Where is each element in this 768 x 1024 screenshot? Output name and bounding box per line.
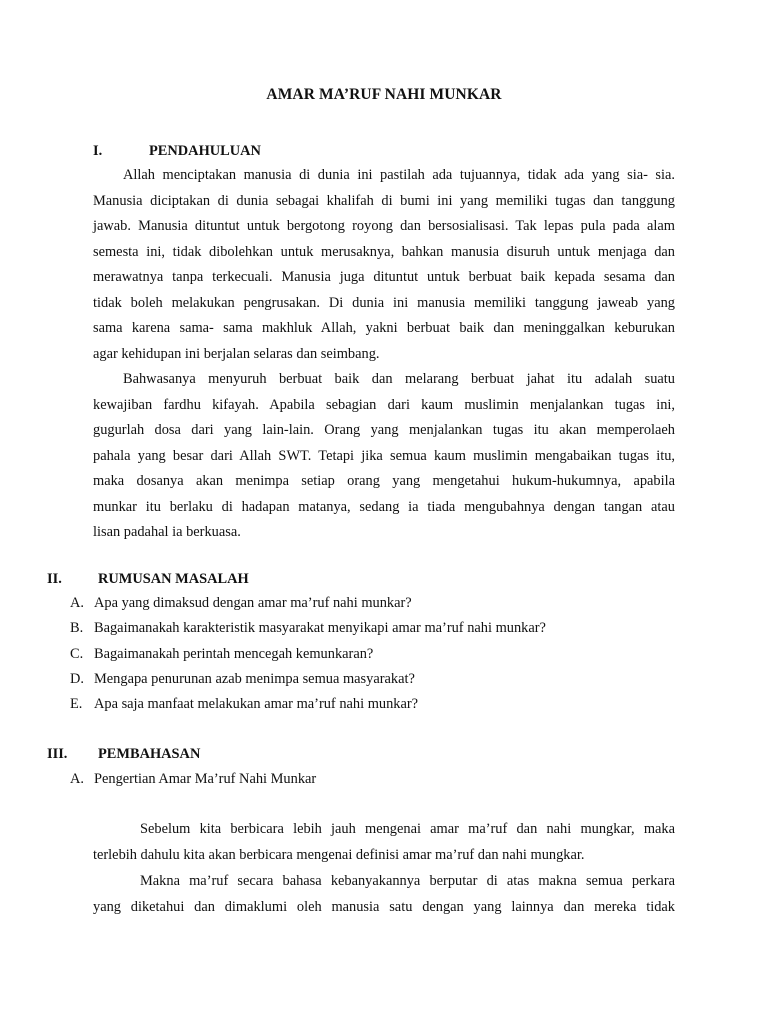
section-heading-pembahasan	[47, 746, 347, 766]
list-text: Pengertian Amar Ma’ruf Nahi Munkar	[94, 771, 317, 787]
list-text: Apa saja manfaat melakukan amar ma’ruf nahi munkar?	[94, 696, 419, 713]
section-title: PEMBAHASAN	[98, 746, 201, 762]
section-heading-rumusan-masalah	[47, 571, 347, 591]
text-line: pahala yang besar dari Allah SWT. Tetapi jika semua kaum muslimin mengabaikan tugas itu,	[93, 447, 675, 464]
document-title: AMAR MA’RUF NAHI MUNKAR	[266, 86, 502, 103]
text-line: semesta ini, tidak dibolehkan untuk merusaknya, bahkan manusia disuruh untuk menjaga dan	[93, 243, 675, 260]
section-title: PENDAHULUAN	[149, 143, 261, 159]
text-line: yang diketahui dan dimaklumi oleh manusia satu dengan yang lainnya dan mereka tidak	[93, 898, 675, 915]
list-marker: C.	[70, 645, 84, 662]
text-line: kewajiban fardhu kifayah. Apabila sebagian dari kaum muslimin menjalankan tugas ini,	[93, 396, 675, 413]
list-marker: D.	[70, 670, 84, 687]
text-line: jawab. Manusia dituntut untuk bergotong royong dan bersosialisasi. Tak lepas pula pada alam	[93, 218, 675, 234]
section-number: III.	[47, 746, 68, 762]
list-marker: A.	[70, 595, 84, 611]
paragraph-intro-1	[93, 163, 675, 367]
text-line: Manusia diciptakan di dunia sebagai khalifah di bumi ini yang memiliki tugas dan tanggung	[93, 192, 675, 209]
text-line: tidak boleh melakukan pengrusakan. Di dunia ini manusia memiliki tanggung jaweab yang	[93, 294, 675, 311]
section-number: I.	[93, 143, 103, 159]
section-title: RUMUSAN MASALAH	[98, 571, 249, 587]
text-line: Bahwasanya menyuruh berbuat baik dan melarang berbuat jahat itu adalah suatu	[123, 371, 675, 387]
section-heading-pendahuluan	[93, 143, 393, 163]
text-line: gugurlah dosa dari yang lain-lain. Orang yang menjalankan tugas itu akan memperolaeh	[93, 422, 675, 438]
text-line: merawatnya tanpa terkecuali. Manusia juga dituntut untuk berbuat baik kepada sesama dan	[93, 269, 675, 285]
text-line: munkar itu berlaku di hadapan matanya, sedang ia tiada mengubahnya dengan tangan atau	[93, 498, 675, 515]
list-text: Apa yang dimaksud dengan amar ma’ruf nahi munkar?	[94, 595, 412, 611]
list-marker: A.	[70, 771, 84, 787]
paragraph-definition-2	[93, 869, 675, 920]
paragraph-definition-1	[93, 817, 675, 868]
list-text: Bagaimanakah perintah mencegah kemunkaran?	[94, 645, 374, 662]
section-number: II.	[47, 571, 62, 587]
text-line: terlebih dahulu kita akan berbicara mengenai definisi amar ma’ruf dan nahi mungkar.	[93, 846, 585, 863]
text-line: Allah menciptakan manusia di dunia ini pastilah ada tujuannya, tidak ada yang sia- sia.	[123, 167, 675, 183]
list-text: Bagaimanakah karakteristik masyarakat menyikapi amar ma’ruf nahi munkar?	[94, 620, 546, 637]
text-line: lisan padahal ia berkuasa.	[93, 524, 241, 540]
text-line: Makna ma’ruf secara bahasa kebanyakannya berputar di atas makna semua perkara	[140, 873, 675, 889]
list-marker: B.	[70, 620, 84, 637]
text-line: maka dosanya akan menimpa setiap orang yang mengetahui hukum-hukumnya, apabila	[93, 473, 675, 489]
text-line: agar kehidupan ini berjalan selaras dan seimbang.	[93, 345, 380, 362]
list-text: Mengapa penurunan azab menimpa semua masyarakat?	[94, 670, 415, 687]
paragraph-intro-2	[93, 367, 675, 546]
text-line: Sebelum kita berbicara lebih jauh mengenai amar ma’ruf dan nahi mungkar, maka	[140, 821, 675, 837]
text-line: sama karena sama- sama makhluk Allah, yakni berbuat baik dan meninggalkan keburukan	[93, 320, 675, 336]
list-marker: E.	[70, 696, 83, 713]
